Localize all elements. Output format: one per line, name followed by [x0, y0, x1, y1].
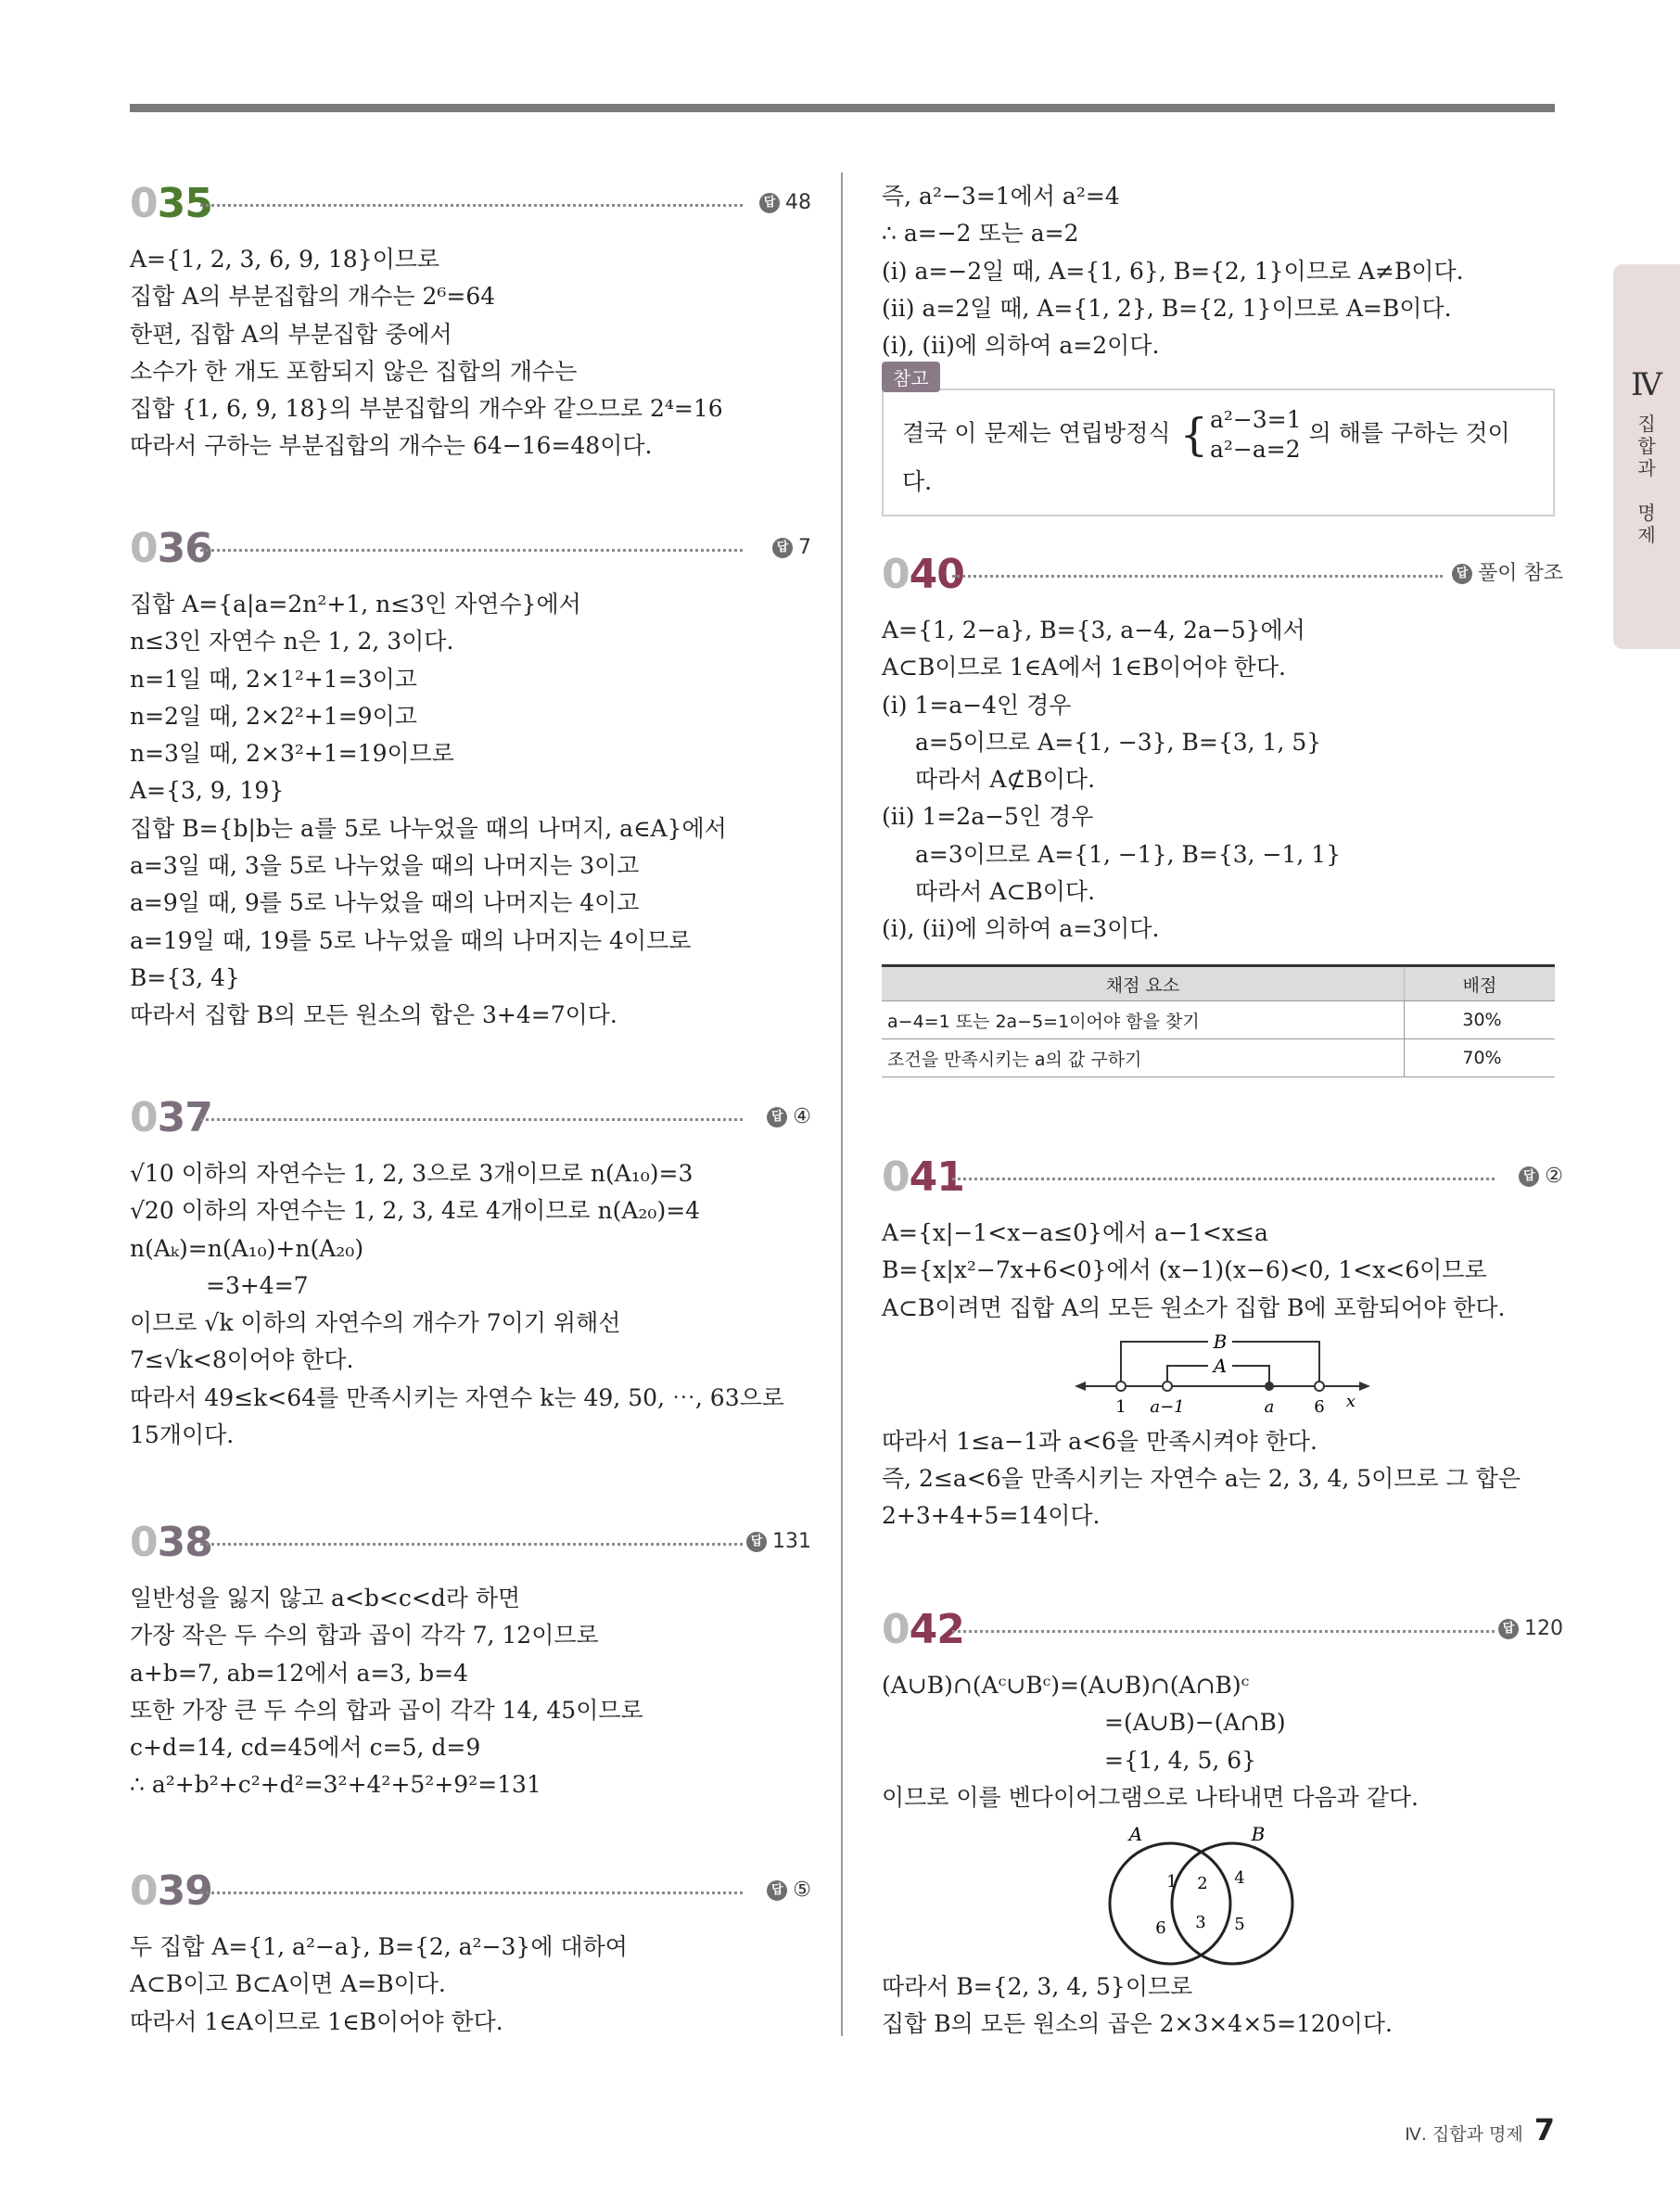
problem-036 [130, 521, 811, 1035]
solution-text: 일반성을 잃지 않고 a<b<c<d라 하면 가장 작은 두 수의 합과 곱이 각각 7, 12이므로 a+b=7, ab=12에서 a=3, b=4 또한 가장 큰 두 수의 합과 곱이 각각 14, 45이므로 c+d=14, cd=45에서 c=5, d=9 ∴ a²+b²+c²+d²=3²+4²+5²+9²=131 [130, 1585, 643, 1799]
problem-number: 041 [882, 1153, 964, 1201]
table-row: 조건을 만족시키는 a의 값 구하기 70% [882, 1039, 1555, 1077]
solution-text: 집합 A={a|a=2n²+1, n≤3인 자연수}에서 n≤3인 자연수 n은 1, 2, 3이다. n=1일 때, 2×1²+1=3이고 n=2일 때, 2×2²+1=9이고 n=3일 때, 2×3²+1=19이므로 A={3, 9, 19} 집합 B={b|b는 a를 5로 나누었을 때의 나머지, a∈A}에서 a=3일 때, 3을 5로 나누었을 때의 나머지는 3이고 a=9일 때, 9를 5로 나누었을 때의 나머지는 4이고 a=19일 때, 19를 5로 나누었을 때의 나머지는 4이므로 B={3, 4} 따라서 집합 B의 모든 원소의 합은 3+4=7이다. [130, 591, 727, 1029]
set-b-label: B [1213, 1330, 1228, 1353]
solution-text: √10 이하의 자연수는 1, 2, 3으로 3개이므로 n(A₁₀)=3 √20 이하의 자연수는 1, 2, 3, 4로 4개이므로 n(A₂₀)=4 n(Aₖ)=n(A₁₀)+n(A₂₀) =3+4=7 이므로 √k 이하의 자연수의 개수가 7이기 위해선 7≤√k<8이어야 한다. 따라서 49≤k<64를 만족시키는 자연수 k는 49, 50, ⋯, 63으로 15개이다. [130, 1160, 784, 1449]
answer-badge: 답 120 [1498, 1613, 1563, 1645]
tick-label: 1 [1115, 1396, 1126, 1417]
solution-text: A={1, 2, 3, 6, 9, 18}이므로 집합 A의 부분집합의 개수는 2⁶=64 한편, 집합 A의 부분집합 중에서 소수가 한 개도 포함되지 않은 집합의 개수는 집합 {1, 6, 9, 18}의 부분집합의 개수와 같으므로 2⁴=16 따라서 구하는 부분집합의 개수는 64−16=48이다. [130, 246, 723, 460]
table-row: a−4=1 또는 2a−5=1이어야 함을 찾기 30% [882, 1001, 1555, 1039]
scoring-table [882, 964, 1555, 1077]
table-header: 배점 [1405, 966, 1556, 1001]
answer-badge: 답 ② [1519, 1161, 1563, 1192]
problem-number: 037 [130, 1094, 212, 1141]
answer-badge: 답 48 [759, 187, 811, 219]
answer-icon: 답 [1519, 1166, 1539, 1187]
table-header: 채점 요소 [882, 966, 1405, 1001]
answer-icon: 답 [767, 1880, 787, 1901]
top-rule [130, 104, 1555, 112]
venn-element: 6 [1155, 1918, 1166, 1939]
answer-icon: 답 [746, 1532, 767, 1552]
solution-text-continued: 따라서 1≤a−1과 a<6을 만족시켜야 한다. 즉, 2≤a<6을 만족시키는 자연수 a는 2, 3, 4, 5이므로 그 합은 2+3+4+5=14이다. [882, 1427, 1521, 1530]
axis-label: x [1345, 1391, 1356, 1411]
tick-label: a−1 [1150, 1396, 1185, 1417]
answer-icon: 답 [1452, 564, 1472, 584]
answer-icon: 답 [1498, 1619, 1519, 1639]
set-b-label: B [1251, 1823, 1266, 1846]
note-box: 결국 이 문제는 연립방정식 { a²−3=1 a²−a=2 의 해를 구하는 것이다. [882, 389, 1555, 516]
answer-badge: 답 풀이 참조 [1452, 558, 1563, 590]
venn-element: 4 [1234, 1868, 1245, 1889]
answer-badge: 답 7 [772, 532, 811, 564]
problem-039 [130, 1864, 811, 2041]
problem-038 [130, 1515, 811, 1804]
footer-chapter: Ⅳ. 집합과 명제 [1405, 2124, 1523, 2145]
solution-text-continued: 따라서 B={2, 3, 4, 5}이므로 집합 B의 모든 원소의 곱은 2×3×4×5=120이다. [882, 1973, 1393, 2038]
set-a-label: A [1128, 1823, 1143, 1846]
page-footer [1405, 2112, 1555, 2147]
problem-number: 035 [130, 180, 212, 227]
problem-037 [130, 1090, 811, 1454]
tick-label: a [1264, 1396, 1275, 1417]
problem-number: 040 [882, 551, 964, 598]
column-divider [841, 172, 843, 2036]
problem-number: 042 [882, 1606, 964, 1653]
page-number: 7 [1534, 2112, 1555, 2147]
venn-diagram [882, 1820, 1563, 1968]
chapter-roman: Ⅳ [1631, 366, 1662, 403]
problem-042 [882, 1602, 1563, 2044]
solution-text: 즉, a²−3=1에서 a²=4 ∴ a=−2 또는 a=2 (ⅰ) a=−2일 때, A={1, 6}, B={2, 1}이므로 A≠B이다. (ⅱ) a=2일 때, A={1, 2}, B={2, 1}이므로 A=B이다. (ⅰ), (ⅱ)에 의하여 a=2이다. [882, 183, 1464, 360]
problem-041 [882, 1150, 1563, 1535]
solution-text: A={x|−1<x−a≤0}에서 a−1<x≤a B={x|x²−7x+6<0}에서 (x−1)(x−6)<0, 1<x<6이므로 A⊂B이려면 집합 A의 모든 원소가 집합 B에 포함되어야 한다. [882, 1219, 1506, 1321]
venn-element: 5 [1234, 1915, 1245, 1935]
answer-icon: 답 [767, 1107, 787, 1127]
problem-number: 039 [130, 1867, 212, 1915]
tick-label: 6 [1314, 1396, 1325, 1417]
reference-note [882, 362, 1555, 516]
number-line-diagram [882, 1331, 1563, 1423]
solution-text: 두 집합 A={1, a²−a}, B={2, a²−3}에 대하여 A⊂B이고 B⊂A이면 A=B이다. 따라서 1∈A이므로 1∈B이어야 한다. [130, 1933, 628, 2035]
venn-element: 1 [1166, 1872, 1177, 1892]
problem-040 [882, 547, 1563, 949]
answer-badge: 답 ④ [767, 1102, 811, 1133]
problem-035 [130, 176, 811, 465]
answer-badge: 답 ⑤ [767, 1875, 811, 1906]
solution-text: (A∪B)∩(Aᶜ∪Bᶜ)=(A∪B)∩(A∩B)ᶜ =(A∪B)−(A∩B) ={1, 4, 5, 6} 이므로 이를 벤다이어그램으로 나타내면 다음과 같다. [882, 1672, 1419, 1811]
venn-element: 3 [1195, 1913, 1206, 1933]
note-tag: 참고 [882, 362, 940, 392]
chapter-side-tab [1613, 264, 1680, 649]
answer-icon: 답 [772, 538, 793, 558]
set-a-label: A [1213, 1354, 1228, 1377]
solution-text: A={1, 2−a}, B={3, a−4, 2a−5}에서 A⊂B이므로 1∈A에서 1∈B이어야 한다. (ⅰ) 1=a−4인 경우 a=5이므로 A={1, −3}, B={3, 1, 5} 따라서 A⊄B이다. (ⅱ) 1=2a−5인 경우 a=3이므로 A={1, −1}, B={3, −1, 1} 따라서 A⊂B이다. (ⅰ), (ⅱ)에 의하여 a=3이다. [882, 617, 1342, 943]
problem-number: 036 [130, 525, 212, 572]
answer-icon: 답 [759, 193, 780, 213]
problem-number: 038 [130, 1519, 212, 1566]
answer-badge: 답 131 [746, 1526, 811, 1558]
problem-039-continued [882, 169, 1563, 364]
venn-element: 2 [1197, 1874, 1208, 1894]
chapter-label: 집 합 과 명 제 [1637, 413, 1656, 546]
